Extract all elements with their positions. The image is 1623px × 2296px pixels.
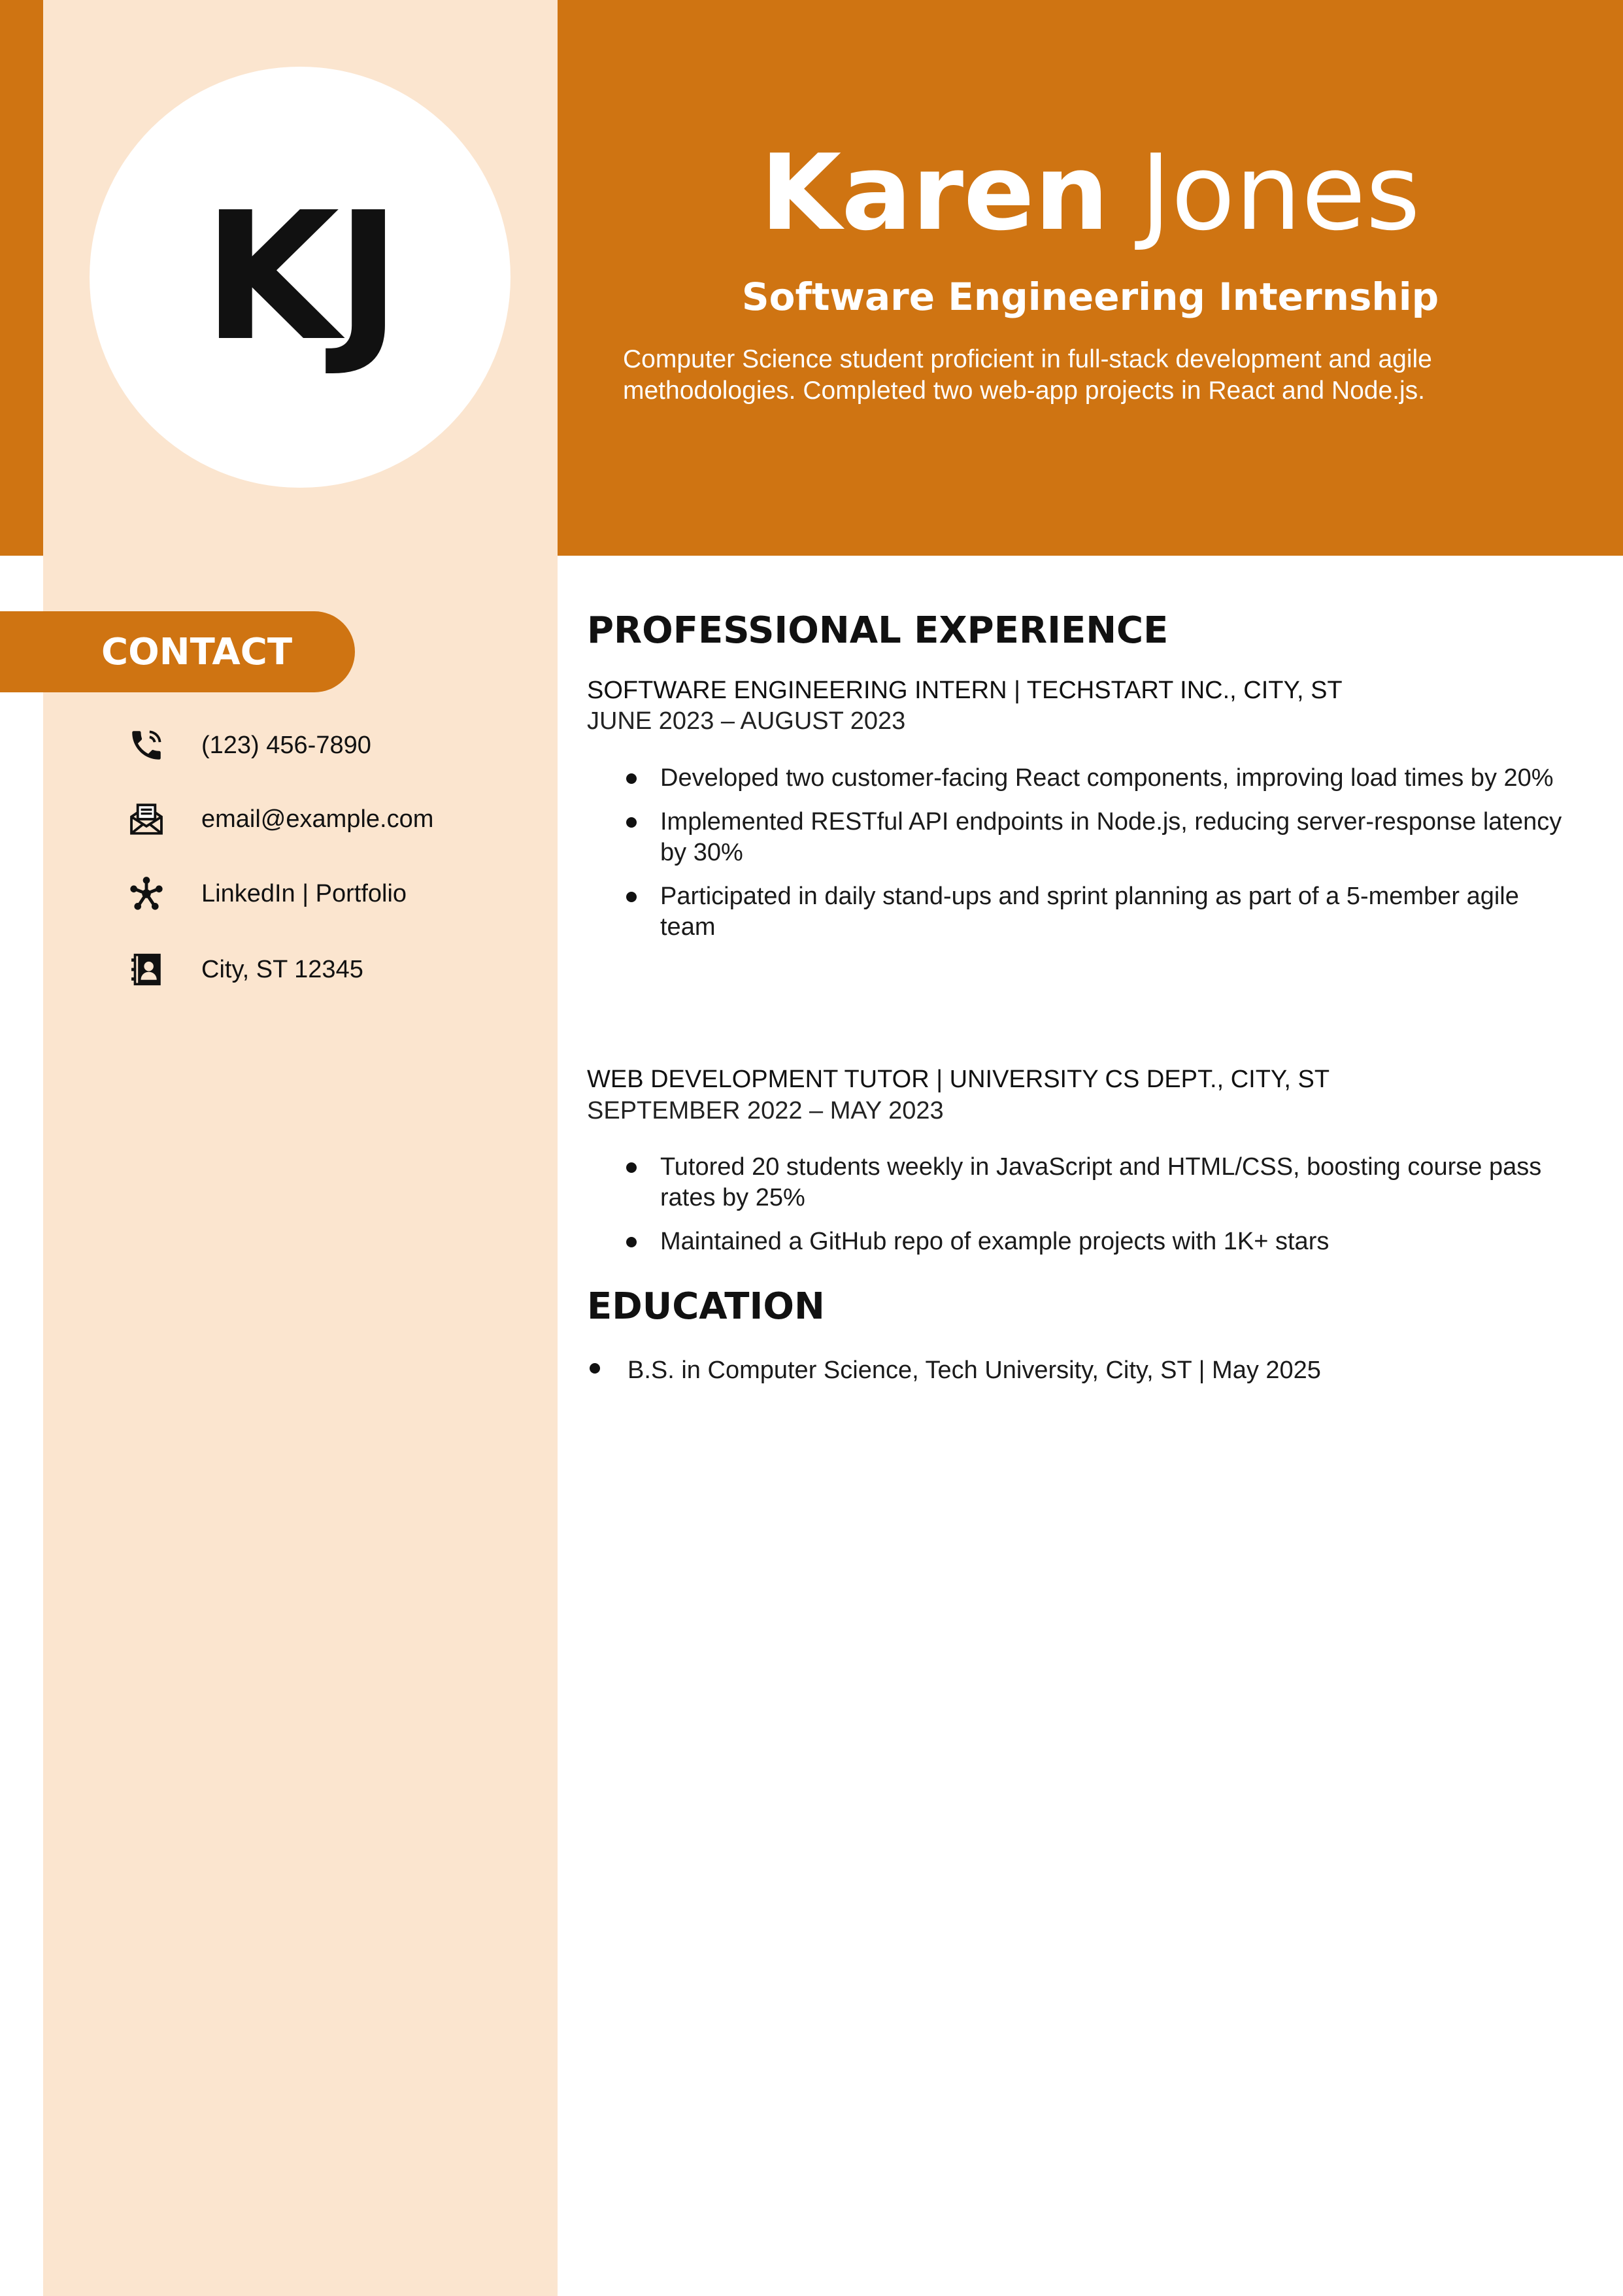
job-target-title: Software Engineering Internship: [741, 275, 1439, 319]
job-bullets-2: [660, 1152, 1575, 1270]
email-icon: [125, 798, 167, 840]
phone-icon: [125, 724, 167, 766]
job-title-2: WEB DEVELOPMENT TUTOR | UNIVERSITY CS DEPT., CITY, ST: [587, 1066, 1330, 1093]
list-item: Participated in daily stand-ups and sprint planning as part of a 5-member agile team: [660, 881, 1575, 943]
email-text: email@example.com: [201, 805, 434, 833]
list-item: Tutored 20 students weekly in JavaScript and HTML/CSS, boosting course pass rates by 25%: [660, 1152, 1575, 1213]
list-item: Implemented RESTful API endpoints in Node.js, reducing server-response latency by 30%: [660, 807, 1575, 868]
contact-links: [125, 871, 407, 917]
left-accent-strip: [0, 0, 43, 556]
contact-heading: CONTACT: [101, 630, 293, 673]
bullet-dot: [590, 1363, 600, 1374]
job-dates-2: SEPTEMBER 2022 – MAY 2023: [587, 1097, 944, 1124]
phone-text: (123) 456-7890: [201, 731, 371, 759]
contact-heading-pill: [0, 611, 355, 692]
candidate-name: [558, 131, 1623, 255]
list-item: Maintained a GitHub repo of example projects with 1K+ stars: [660, 1226, 1575, 1257]
education-heading: EDUCATION: [587, 1285, 825, 1328]
profile-summary: Computer Science student proficient in full-stack development and agile methodologies. Completed two web-app projects in React and Node.js.: [623, 345, 1432, 405]
job-bullets-1: [660, 763, 1575, 956]
job-title-1: SOFTWARE ENGINEERING INTERN | TECHSTART INC., CITY, ST: [587, 677, 1343, 704]
job-dates-1: JUNE 2023 – AUGUST 2023: [587, 707, 906, 735]
address-book-icon: [125, 949, 167, 990]
list-item: Developed two customer-facing React components, improving load times by 20%: [660, 763, 1575, 794]
contact-phone: [125, 722, 371, 768]
address-text: City, ST 12345: [201, 955, 363, 983]
network-icon: [125, 873, 167, 915]
contact-email: [125, 796, 433, 842]
education-text: B.S. in Computer Science, Tech University, City, ST | May 2025: [627, 1357, 1321, 1384]
first-name: Karen: [760, 131, 1109, 254]
monogram-avatar: [90, 67, 510, 488]
experience-heading: PROFESSIONAL EXPERIENCE: [587, 609, 1169, 652]
links-text: LinkedIn | Portfolio: [201, 879, 407, 907]
last-name: Jones: [1140, 131, 1420, 254]
monogram-text: KJ: [203, 174, 397, 380]
education-item: [587, 1357, 1567, 1385]
contact-address: [125, 947, 363, 992]
